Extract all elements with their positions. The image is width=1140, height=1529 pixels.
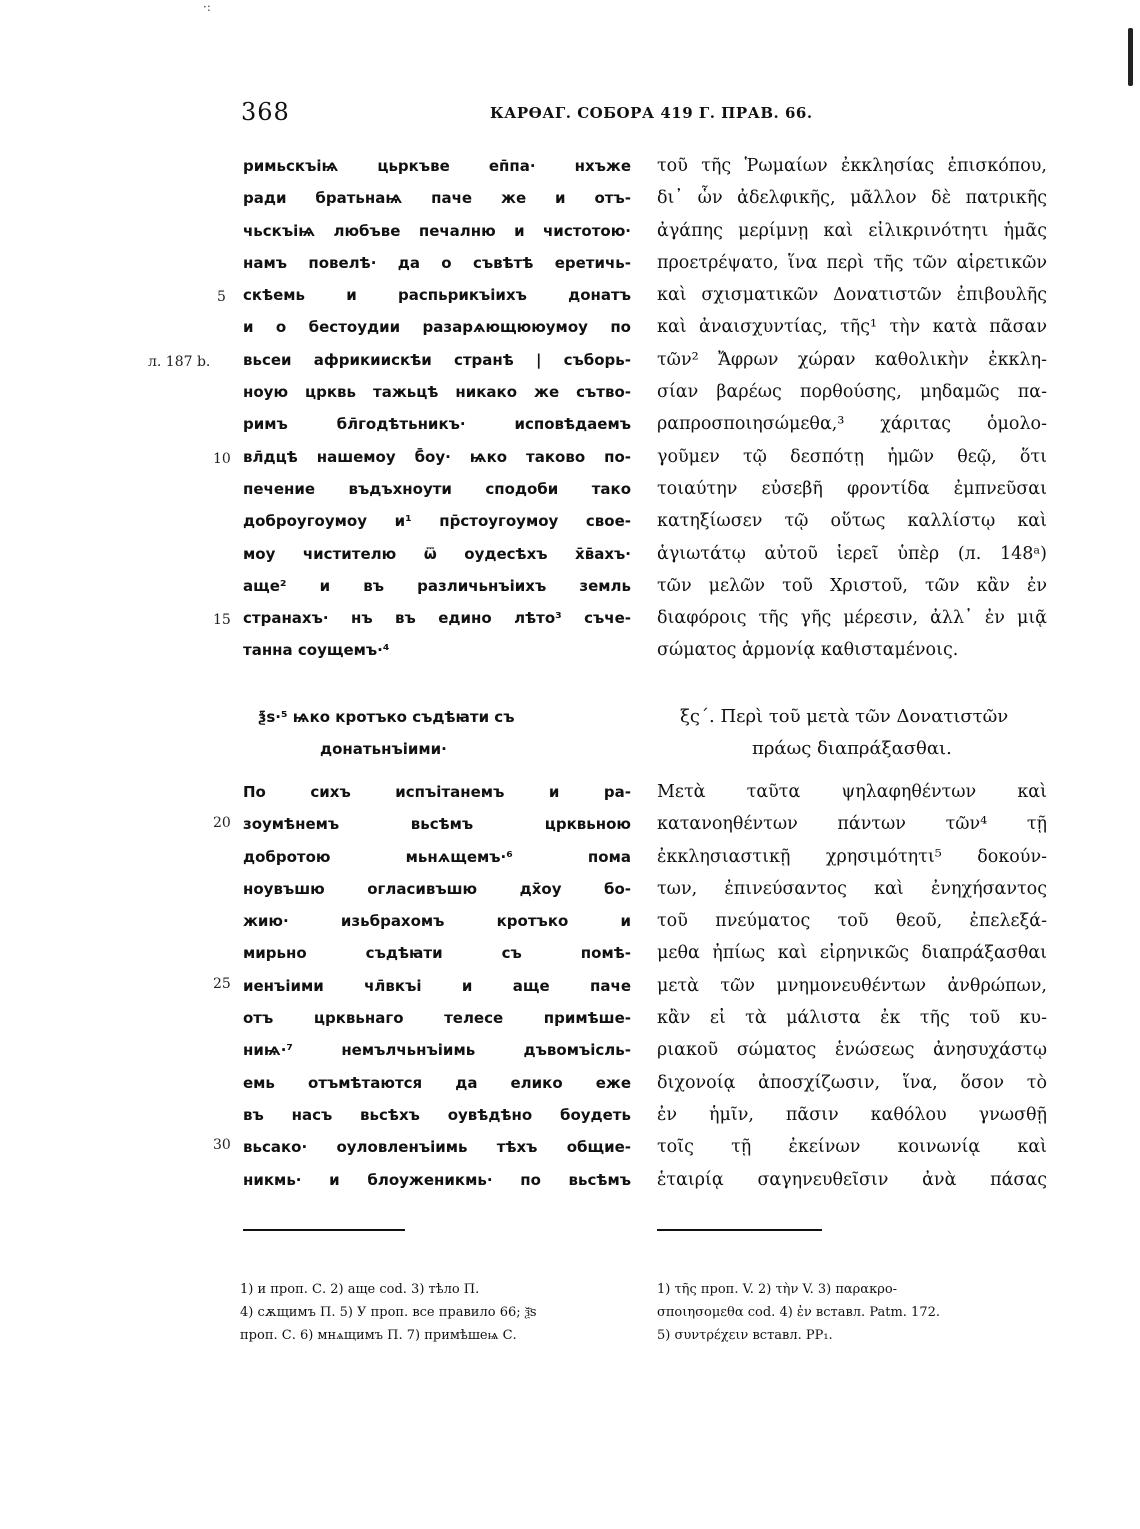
scan-edge-mark <box>1128 28 1133 86</box>
slavonic-line: ноую црквь тажьцѣ никако же сътво- <box>243 383 631 402</box>
greek-canon-heading <box>680 701 1050 765</box>
footnote-line: σποιησομεθα cod. 4) ἐν вставл. Patm. 172. <box>657 1305 940 1320</box>
greek-heading-line: πράως διαπράξασθαι. <box>752 738 952 759</box>
running-title: КАРѲАГ. СОБОРА 419 Г. ПРАВ. 66. <box>490 104 813 122</box>
line-number: 10 <box>213 451 231 467</box>
slavonic-line: скѣемь и распьрикъіихъ донатъ <box>243 286 631 305</box>
slavonic-line: намъ повелѣ· да о съвѣтѣ еретичь- <box>243 253 631 272</box>
line-number: 5 <box>217 289 226 305</box>
footnote-line: проп. С. 6) мнѧщимъ П. 7) примѣшеѩ С. <box>240 1328 517 1343</box>
greek-line: ἐν ἡμῖν, πᾶσιν καθόλου γνωσθῇ <box>657 1104 1047 1125</box>
greek-line: τοῦ τῆς Ῥωμαίων ἐκκλησίας ἐπισκόπου, <box>657 156 1047 176</box>
slavonic-line: мирьно съдѣꙗти съ помѣ- <box>243 944 631 963</box>
slavonic-line: доброугоумоу и¹ пр̄стоугоумоу свое- <box>243 512 631 531</box>
slavonic-line: странахъ· нъ въ едино лѣто³ съче- <box>243 609 631 628</box>
greek-line: ἑταιρίᾳ σαγηνευθεῖσιν ἀνὰ πάσας <box>657 1169 1047 1190</box>
greek-line: ριακοῦ σώματος ἑνώσεως ἀνησυχάστῳ <box>657 1040 1047 1061</box>
slavonic-line: и о бестоудии разарѧющююумоу по <box>243 318 631 337</box>
footnote-line: 1) τῆς проп. V. 2) τὴν V. 3) παρακρο- <box>657 1282 898 1297</box>
slavonic-line: римьскъіѩ цьркъве еп̄па· нхъже <box>243 157 631 175</box>
greek-line: κἂν εἰ τὰ μάλιστα ἐκ τῆς τοῦ κυ- <box>657 1008 1047 1029</box>
greek-line: ἀγάπης μερίμνῃ καὶ εἰλικρινότητι ἡμᾶς <box>657 220 1047 241</box>
line-number: 20 <box>213 815 231 831</box>
slavonic-column <box>243 150 631 667</box>
line-number: 15 <box>213 612 231 628</box>
corner-specks: ·: <box>203 0 211 14</box>
greek-heading-line: ξς´. Περὶ τοῦ μετὰ τῶν Δονατιστῶν <box>680 706 1009 727</box>
greek-line: ἐκκλησιαστικῇ χρησιμότητι⁵ δοκούν- <box>657 846 1047 867</box>
slavonic-line: зоумѣнемъ вьсѣмъ црквьною <box>243 815 631 834</box>
slavonic-line: римъ бл̄годѣтьникъ· исповѣдаемъ <box>243 415 631 434</box>
slavonic-line: емь отъмѣтаются да елико еже <box>243 1073 631 1092</box>
greek-footnotes <box>657 1278 1057 1347</box>
slavonic-line: ниѩ·⁷ немълчьнъіимь дъвомъісль- <box>243 1041 631 1060</box>
greek-line: διαφόροις τῆς γῆς μέρεσιν, ἀλλ᾽ ἐν μιᾷ <box>657 608 1047 629</box>
greek-line: Μετὰ ταῦτα ψηλαφηθέντων καὶ <box>657 782 1047 802</box>
greek-line: σώματος ἁρμονίᾳ καθισταμένοις. <box>657 640 959 661</box>
slavonic-line: добротою мьнѧщемъ·⁶ пома <box>243 847 631 866</box>
line-number: 25 <box>213 976 231 992</box>
line-number: 30 <box>213 1137 231 1153</box>
slavonic-line: аще² и въ различьнъіихъ земль <box>243 576 631 595</box>
footnote-line: 1) и проп. С. 2) аще cod. 3) тѣло П. <box>240 1282 480 1297</box>
greek-column <box>657 150 1047 667</box>
slavonic-line: въ насъ вьсѣхъ оувѣдѣно боудеть <box>243 1105 631 1124</box>
slavonic-line: вьсеи африкиискѣи странѣ | съборь- <box>243 350 631 369</box>
slavonic-line: отъ црквьнаго телесе примѣше- <box>243 1009 631 1028</box>
slavonic-heading-line: ѯ̄ѕ·⁵ ѩко кротъко съдѣꙗти съ <box>258 708 515 726</box>
footnote-rule-left <box>243 1229 405 1231</box>
greek-line: γοῦμεν τῷ δεσπότῃ ἡμῶν θεῷ, ὅτι <box>657 446 1047 467</box>
greek-line: καὶ ἀναισχυντίας, τῆς¹ τὴν κατὰ πᾶσαν <box>657 317 1047 338</box>
greek-line: ραπροσποιησώμεθα,³ χάριτας ὁμολο- <box>657 414 1047 435</box>
greek-line: διχονοίᾳ ἀποσχίζωσιν, ἵνα, ὅσον τὸ <box>657 1072 1047 1093</box>
slavonic-line: чьскъіѩ любъве печалню и чистотою· <box>243 221 631 240</box>
slavonic-line: ради братьнаѩ паче же и отъ- <box>243 189 631 208</box>
slavonic-line: ноувъшю огласивъшю дх̄оу бо- <box>243 879 631 898</box>
page-number: 368 <box>241 98 290 126</box>
greek-line: των, ἐπινεύσαντος καὶ ἐνηχήσαντος <box>657 878 1047 899</box>
folio-reference: л. 187 b. <box>148 354 211 370</box>
greek-line: κατηξίωσεν τῷ οὕτως καλλίστῳ καὶ <box>657 511 1047 532</box>
slavonic-line: никмь· и блоуженикмь· по вьсѣмъ <box>243 1170 631 1189</box>
slavonic-line: печение въдъхноути сподоби тако <box>243 479 631 498</box>
greek-line: ἁγιωτάτῳ αὐτοῦ ἱερεῖ ὑπὲρ (л. 148ᵃ) <box>657 543 1047 564</box>
greek-line: μεθα ἠπίως καὶ εἰρηνικῶς διαπράξασθαι <box>657 943 1047 964</box>
greek-line: τοιαύτην εὐσεβῆ φροντίδα ἐμπνεῦσαι <box>657 478 1047 499</box>
slavonic-line: жию· изьбрахомъ кротъко и <box>243 912 631 931</box>
greek-line: σίαν βαρέως πορθούσης, μηδαμῶς πα- <box>657 382 1047 403</box>
greek-line: τῶν² Ἄφρων χώραν καθολικὴν ἐκκλη- <box>657 349 1047 370</box>
slavonic-line: иенъіими чл̄вкъі и аще паче <box>243 976 631 995</box>
slavonic-footnotes <box>240 1278 640 1347</box>
slavonic-line: вл̄дцѣ нашемоу б̄оу· ѩко таково по- <box>243 447 631 466</box>
greek-line: κατανοηθέντων πάντων τῶν⁴ τῇ <box>657 814 1047 835</box>
slavonic-line: вьсако· оуловленъіимь тѣхъ общие- <box>243 1138 631 1157</box>
slavonic-canon-heading <box>258 701 628 765</box>
slavonic-heading-line: донатьнъіими· <box>320 740 447 758</box>
greek-line: μετὰ τῶν μνημονευθέντων ἀνθρώπων, <box>657 975 1047 996</box>
footnote-rule-right <box>657 1229 822 1231</box>
greek-line: προετρέψατο, ἵνα περὶ τῆς τῶν αἱρετικῶν <box>657 252 1047 273</box>
greek-line: τοῖς τῇ ἐκείνων κοινωνίᾳ καὶ <box>657 1137 1047 1158</box>
slavonic-line: моу чистителю ѿ оудесѣхъ х̄в̄ахъ· <box>243 544 631 563</box>
slavonic-line: танна соущемъ·⁴ <box>243 641 390 660</box>
slavonic-line: По сихъ испъітанемъ и ра- <box>243 783 631 801</box>
greek-line: τοῦ πνεύματος τοῦ θεοῦ, ἐπελεξά- <box>657 911 1047 932</box>
greek-line: τῶν μελῶν τοῦ Χριστοῦ, τῶν κἂν ἐν <box>657 575 1047 596</box>
footnote-line: 5) συντρέχειν вставл. PP₁. <box>657 1328 833 1343</box>
slavonic-column-continued <box>243 776 631 1196</box>
greek-line: καὶ σχισματικῶν Δονατιστῶν ἐπιβουλῆς <box>657 285 1047 306</box>
footnote-line: 4) сѫщимъ П. 5) У проп. все правило 66; ѯ̄ѕ <box>240 1305 537 1320</box>
greek-line: δι᾽ ὧν ἀδελφικῆς, μᾶλλον δὲ πατρικῆς <box>657 188 1047 209</box>
greek-column-continued <box>657 776 1047 1196</box>
